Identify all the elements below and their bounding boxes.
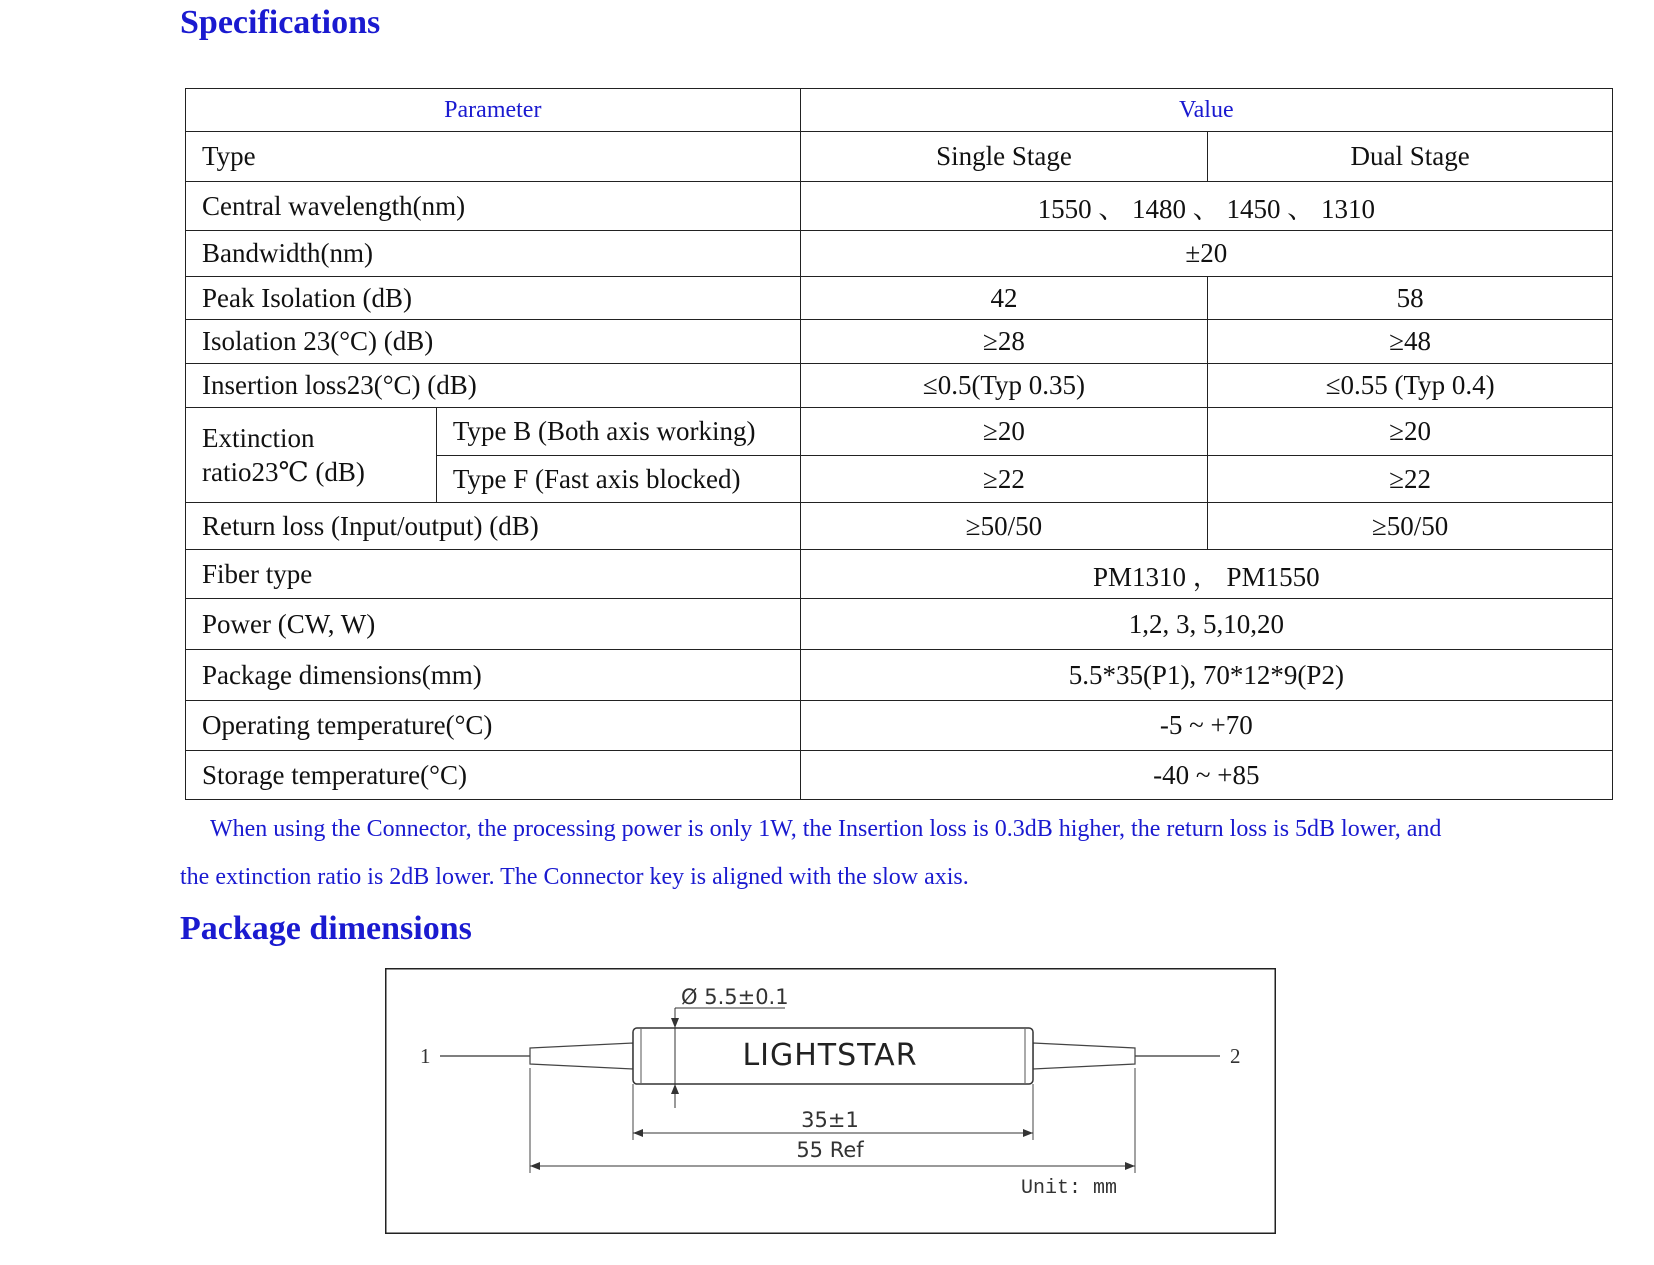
value-isolation-single: ≥28 [800, 320, 1208, 364]
value-package-dimensions: 5.5*35(P1), 70*12*9(P2) [800, 650, 1612, 701]
package-dimensions-title: Package dimensions [180, 910, 472, 947]
unit-label: Unit: mm [1021, 1177, 1118, 1200]
param-power: Power (CW, W) [186, 599, 801, 650]
param-central-wavelength: Central wavelength(nm) [186, 182, 801, 231]
drawing-frame [386, 969, 1276, 1234]
table-row [186, 650, 1613, 701]
table-row [186, 132, 1613, 182]
value-bandwidth: ±20 [800, 231, 1612, 277]
header-parameter: Parameter [186, 89, 801, 132]
value-fiber-type: PM1310 ， PM1550 [800, 550, 1612, 599]
value-type-f-single: ≥22 [800, 456, 1208, 503]
port-label-right: 2 [1230, 1044, 1241, 1068]
value-insertion-loss-dual: ≤0.55 (Typ 0.4) [1208, 364, 1613, 408]
param-return-loss: Return loss (Input/output) (dB) [186, 503, 801, 550]
table-row [186, 701, 1613, 751]
table-row [186, 182, 1613, 231]
value-return-loss-single: ≥50/50 [800, 503, 1208, 550]
table-row [186, 408, 1613, 456]
param-storage-temperature: Storage temperature(°C) [186, 751, 801, 800]
brand-label: LIGHTSTAR [742, 1038, 918, 1073]
extinction-label-line2: ratio23℃ (dB) [202, 457, 365, 487]
table-row [186, 320, 1613, 364]
value-central-wavelength: 1550 、 1480 、 1450 、 1310 [800, 182, 1612, 231]
value-storage-temperature: -40 ~ +85 [800, 751, 1612, 800]
dim-label-body: 35±1 [801, 1108, 859, 1132]
value-type-f-dual: ≥22 [1208, 456, 1613, 503]
param-type: Type [186, 132, 801, 182]
param-type-b: Type B (Both axis working) [436, 408, 800, 456]
value-operating-temperature: -5 ~ +70 [800, 701, 1612, 751]
connector-note-line2: the extinction ratio is 2dB lower. The Connector key is aligned with the slow axis. [180, 864, 969, 890]
param-peak-isolation: Peak Isolation (dB) [186, 277, 801, 320]
specifications-table [185, 88, 1613, 800]
value-isolation-dual: ≥48 [1208, 320, 1613, 364]
param-package-dimensions: Package dimensions(mm) [186, 650, 801, 701]
param-fiber-type: Fiber type [186, 550, 801, 599]
table-row [186, 364, 1613, 408]
value-type-b-dual: ≥20 [1208, 408, 1613, 456]
value-power: 1,2, 3, 5,10,20 [800, 599, 1612, 650]
specifications-title: Specifications [180, 4, 381, 41]
table-header-row [186, 89, 1613, 132]
param-operating-temperature: Operating temperature(°C) [186, 701, 801, 751]
port-label-left: 1 [420, 1044, 431, 1068]
value-peak-isolation-dual: 58 [1208, 277, 1613, 320]
dual-stage-header: Dual Stage [1208, 132, 1613, 182]
param-isolation: Isolation 23(°C) (dB) [186, 320, 801, 364]
value-type-b-single: ≥20 [800, 408, 1208, 456]
header-value: Value [800, 89, 1612, 132]
value-return-loss-dual: ≥50/50 [1208, 503, 1613, 550]
table-row [186, 550, 1613, 599]
single-stage-header: Single Stage [800, 132, 1208, 182]
table-row [186, 599, 1613, 650]
table-row [186, 277, 1613, 320]
table-row [186, 751, 1613, 800]
extinction-label-line1: Extinction [202, 423, 315, 453]
table-row [186, 503, 1613, 550]
param-type-f: Type F (Fast axis blocked) [436, 456, 800, 503]
dim-label-total: 55 Ref [796, 1138, 864, 1162]
param-extinction-ratio [186, 408, 437, 503]
table-row [186, 231, 1613, 277]
value-peak-isolation-single: 42 [800, 277, 1208, 320]
connector-note-line1: When using the Connector, the processing power is only 1W, the Insertion loss is 0.3dB higher, the return loss is 5dB lower, and [210, 816, 1442, 842]
package-drawing [385, 968, 1276, 1234]
param-insertion-loss: Insertion loss23(°C) (dB) [186, 364, 801, 408]
param-bandwidth: Bandwidth(nm) [186, 231, 801, 277]
value-insertion-loss-single: ≤0.5(Typ 0.35) [800, 364, 1208, 408]
diameter-label: Ø 5.5±0.1 [681, 985, 789, 1009]
